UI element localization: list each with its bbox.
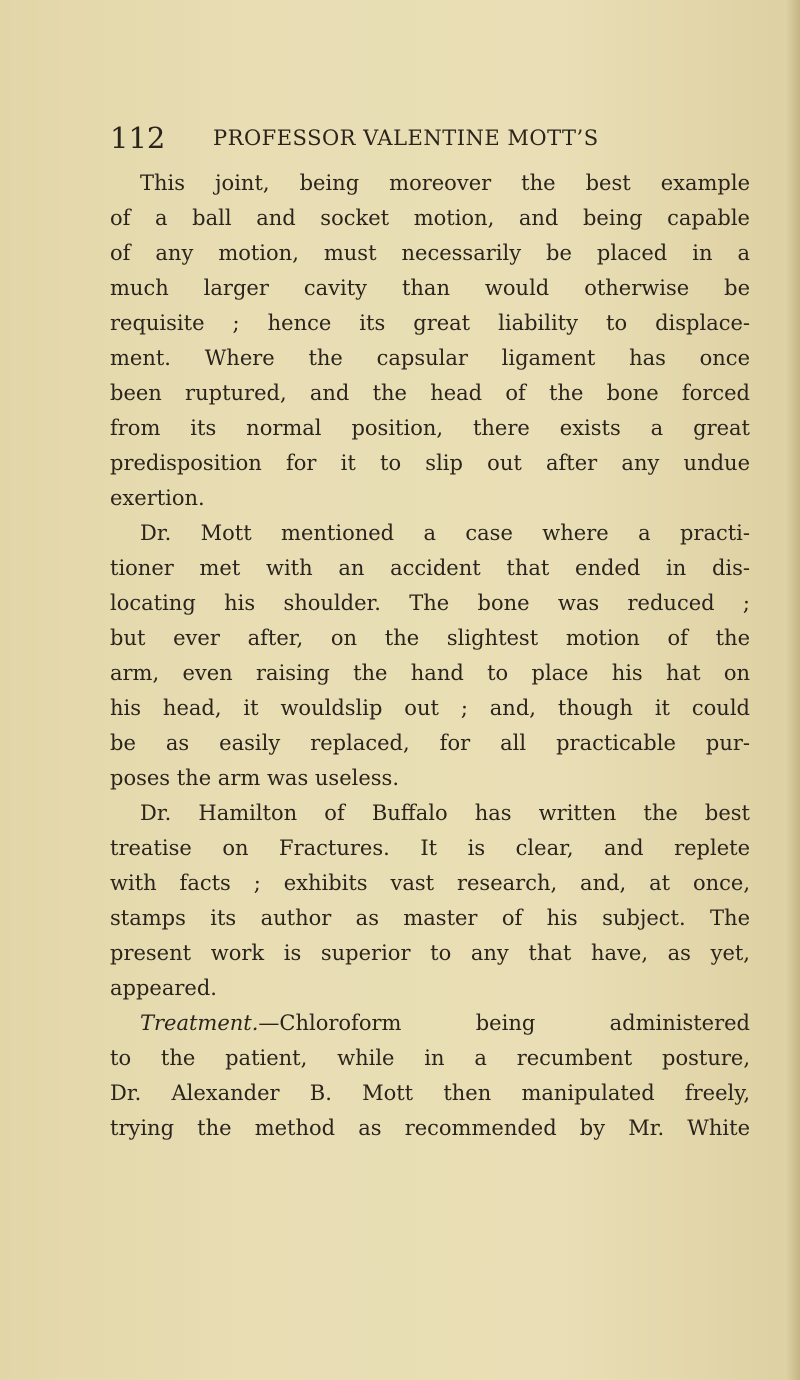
text-line: from its normal position, there exists a great — [110, 416, 750, 440]
text-line: present work is superior to any that have, as yet, — [110, 941, 750, 965]
text-line: treatise on Fractures. It is clear, and replete — [110, 836, 750, 860]
text-line: Dr. Mott mentioned a case where a practi- — [140, 521, 750, 545]
text-line: Dr. Hamilton of Buffalo has written the best — [140, 801, 750, 825]
text-line: of any motion, must necessarily be placed in a — [110, 241, 750, 265]
text-line: requisite ; hence its great liability to displace- — [110, 311, 750, 335]
treatment-heading: Treatment. — [140, 1011, 259, 1035]
text-line: trying the method as recommended by Mr. White — [110, 1116, 750, 1140]
text-line: predisposition for it to slip out after any undue — [110, 451, 750, 475]
text-line: ment. Where the capsular ligament has once — [110, 346, 750, 370]
text-line: his head, it wouldslip out ; and, though it could — [110, 696, 750, 720]
page-edge-shadow — [786, 0, 800, 1380]
text-line: with facts ; exhibits vast research, and, at once, — [110, 871, 750, 895]
text-line: tioner met with an accident that ended in dis- — [110, 556, 750, 580]
text-line: locating his shoulder. The bone was reduced ; — [110, 591, 750, 615]
text-line: appeared. — [110, 976, 217, 1000]
text-line-treatment — [110, 1006, 750, 1041]
page-header — [110, 118, 750, 158]
text-line: arm, even raising the hand to place his hat on — [110, 661, 750, 685]
text-line: to the patient, while in a recumbent posture, — [110, 1046, 750, 1070]
body-text — [110, 166, 750, 1146]
treatment-text: —Chloroform being administered — [258, 1011, 750, 1035]
text-line: be as easily replaced, for all practicable pur- — [110, 731, 750, 755]
text-line: poses the arm was useless. — [110, 766, 400, 790]
text-line: exertion. — [110, 486, 205, 510]
text-line: much larger cavity than would otherwise be — [110, 276, 750, 300]
text-line: but ever after, on the slightest motion of the — [110, 626, 750, 650]
text-line: Dr. Alexander B. Mott then manipulated freely, — [110, 1081, 750, 1105]
text-line: This joint, being moreover the best example — [140, 171, 750, 195]
text-line: of a ball and socket motion, and being capable — [110, 206, 750, 230]
running-head: PROFESSOR VALENTINE MOTT’S — [213, 126, 599, 150]
text-line: stamps its author as master of his subject. The — [110, 906, 750, 930]
text-line: been ruptured, and the head of the bone forced — [110, 381, 750, 405]
page-number: 112 — [110, 121, 166, 155]
